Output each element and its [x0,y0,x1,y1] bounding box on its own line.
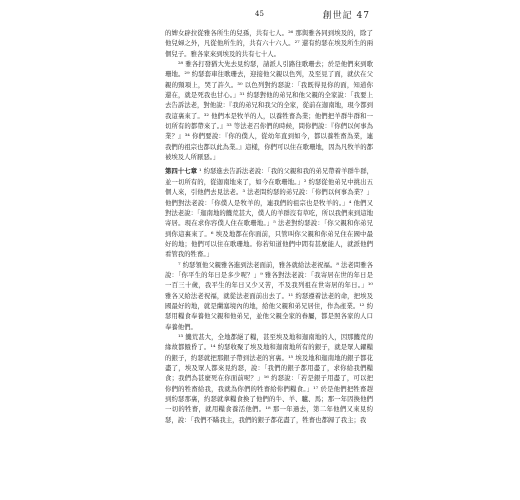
page-number: 45 [255,10,264,18]
paragraph-47-1-text: ¹ 約瑟進去告訴法老說：「我的父親和我的弟兄帶着羊群牛群，並一切所有的，從迦南地來了，如今在歌珊地。」² 約瑟從他弟兄中挑出五個人來，引他們去見法老。³ 法老問約瑟的弟兄說：「你們以何事為業？」他們對法老說：「你僕人是牧羊的，連我們的祖宗也是牧羊的。」⁴ 他們又對法老說：「迦南地的饑荒甚大，僕人的羊群沒有草吃，所以我們來到這地寄居。現在求你容僕人住在歌珊地。」⁵ 法老對約瑟說：「你父親和你弟兄到你這裏來了。⁶ 埃及地都在你面前，只管叫你父親和你弟兄住在國中最好的地；他們可以住在歌珊地。你若知道他們中間有甚麼能人，就派他們看管我的牲畜。」 [165,167,373,259]
paragraph-46-continuation: 的婢女辟拉從雅各所生的兒孫，共有七人。²⁶ 那與雅各同到埃及的，除了他兒婦之外，凡從他所生的，共有六十六人。²⁷ 還有約瑟在埃及所生的兩個兒子。雅各家來到埃及的共有七十人。 [165,29,373,58]
paragraph-46-28: ²⁸ 雅各打發猶大先去見約瑟，請派人引路往歌珊去；於是他們來到歌珊地。²⁹ 約瑟套車往歌珊去，迎接他父親以色列，及至見了面，就伏在父親的頸項上，哭了許久。³⁰ 以色列對約瑟說：「我既得見你的面，知道你還在，就是死我也甘心。」³¹ 約瑟對他的弟兄和他父親的全家說：「我要上去告訴法老，對他說：『我的弟兄和我父的全家，從前在迦南地，現今都到我這裏來了。³² 他們本是牧羊的人，以養牲畜為業；他們把羊群牛群和一切所有的都帶來了。』³³ 等法老召你們的時候，問你們說：『你們以何事為業？』³⁴ 你們要說：『你的僕人，從幼年直到如今，都以養牲畜為業，連我們的祖宗也都以此為業。』這樣，你們可以住在歌珊地，因為凡牧羊的都被埃及人所厭惡。」 [165,60,373,162]
paragraph-47-7: ⁷ 約瑟領他父親雅各進到法老面前，雅各就給法老祝福。⁸ 法老問雅各說：「你平生的年日是多少呢？」⁹ 雅各對法老說：「我寄居在世的年日是一百三十歲，我平生的年日又少又苦，不及我列祖在世寄居的年日。」¹⁰ 雅各又給法老祝福，就從法老面前出去了。¹¹ 約瑟遵着法老的命，把埃及國最好的地，就是蘭塞境內的地，給他父親和弟兄居住，作為產業。¹² 約瑟用糧食奉養他父親和他弟兄，並他父親全家的眷屬，都是照各家的人口奉養他們。 [165,260,373,331]
paragraph-47-1 [165,166,373,259]
chapter-heading: 第四十七章 [165,167,197,176]
paragraph-47-13: ¹³ 饑荒甚大，全地都絕了糧，甚至埃及地和迦南地的人，因那饑荒的緣故都餓昏了。¹⁴ 約瑟收聚了埃及地和迦南地所有的銀子，就是眾人糴糧的銀子，約瑟就把那銀子帶到法老的宮裏。¹⁵ 埃及地和迦南地的銀子都花盡了，埃及眾人都來見約瑟，說：「我們的銀子都用盡了，求你給我們糧食；我們為甚麼死在你面前呢？」¹⁶ 約瑟說：「若是銀子用盡了，可以把你們的牲畜給我，我就為你們的牲畜給你們糧食。」¹⁷ 於是他們把牲畜趕到約瑟那裏，約瑟就拿糧食換了他們的牛、羊、驢、馬；那一年因換他們一切的牲畜，就用糧食養活他們。¹⁸ 那一年過去，第二年他們又來見約瑟，說：「我們不瞞我主，我們的銀子都花盡了，牲畜也都歸了我主；我 [165,332,373,424]
book-chapter-title: 創世記 47 [322,11,370,21]
page-header [165,8,370,22]
scripture-text [165,28,373,425]
